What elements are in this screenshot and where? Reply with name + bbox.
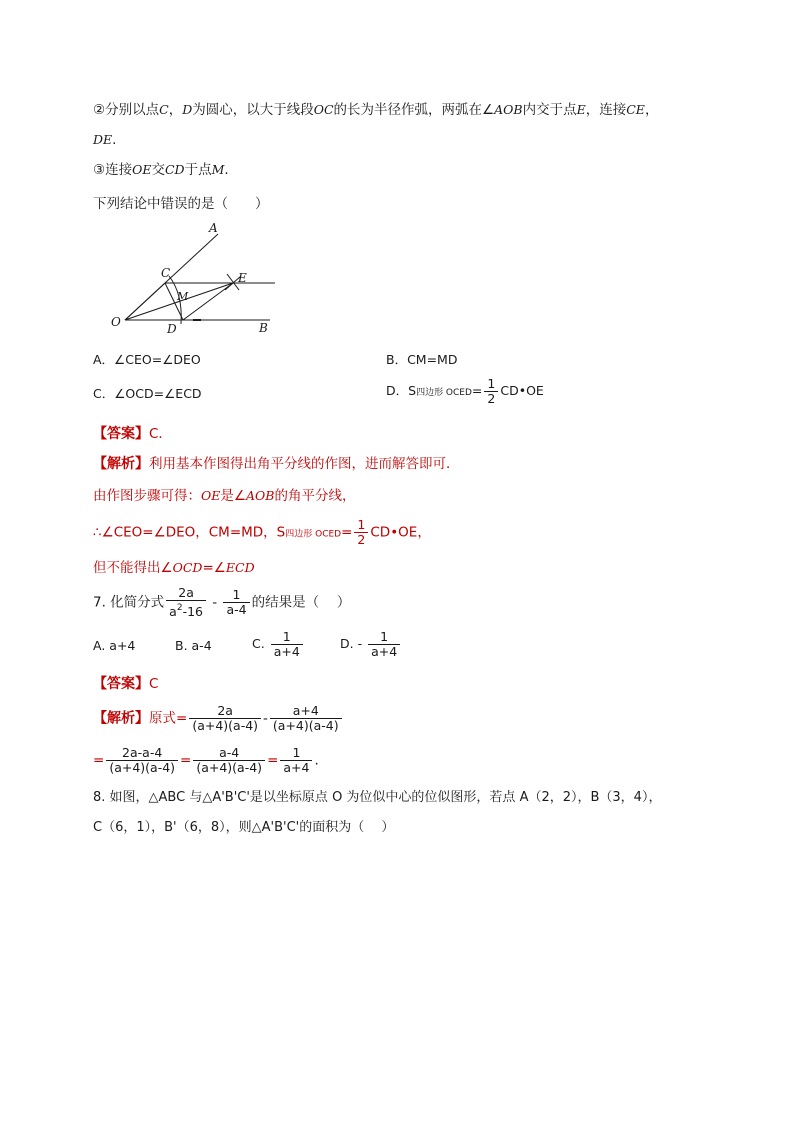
label-m: M [177,290,189,303]
denominator: a+4 [368,644,400,659]
text: a [169,604,177,619]
q6-option-c: C．∠OCD=∠ECD [93,386,202,401]
text: -16 [182,604,203,619]
point-e: E [576,102,586,117]
q6-figure [105,220,285,340]
segment-oe: OE [132,162,152,177]
numerator: a-4 [219,745,240,760]
numerator: 1 [380,629,389,644]
text: 的角平分线， [274,488,356,504]
text: 于点 [184,162,212,178]
text: =∠ [202,560,226,576]
fraction-half [354,518,368,547]
label-o: O [111,315,121,329]
denominator: 2 [354,532,368,547]
numerator: a+4 [292,703,319,718]
point-d: D [182,102,193,117]
text: . [224,162,229,178]
fraction [280,746,312,775]
denominator: 2 [484,391,498,406]
text: = [341,524,353,541]
subscript: 四边形 OCED [285,529,342,540]
fraction-2 [223,588,249,617]
q7-option-c [252,630,305,659]
text: ②分别以点 [93,102,160,118]
superscript: 2 [176,603,183,613]
line-oc2 [125,283,165,320]
fraction [270,704,342,733]
answer-value: C． [149,426,172,442]
q8-line2: C（6，1），B'（6，8），则△A'B'C'的面积为（ ） [93,820,395,835]
analysis-tag: 【解析】 [93,710,149,727]
text: ，连接 [585,102,627,118]
fraction [271,630,303,659]
answer-tag: 【答案】 [93,676,149,692]
line-de [183,283,233,320]
denominator: (a+4)(a-4) [270,718,342,733]
text: D. - [340,636,363,651]
angle-ecd: ECD [225,560,255,575]
subscript: 四边形 OCED [416,388,472,398]
angle-ocd: OCD [172,560,203,575]
denominator: a-4 [223,602,249,617]
label-a: A [209,221,218,235]
text: 的长为半径作弧，两弧在∠ [333,102,495,118]
q6-option-d [386,377,544,406]
angle-aob: AOB [245,488,275,503]
text: ， [644,102,659,118]
q7-analysis-line1 [93,704,344,733]
q6-analysis [93,454,460,474]
text: - [208,594,222,611]
q6-analysis-line3 [93,558,255,578]
q6-step3-line [93,160,229,180]
numerator: 2a [178,585,194,600]
text: . [112,132,117,148]
text: 原式= [149,710,188,727]
numerator: 1 [487,376,496,391]
text: D．S [386,383,417,398]
denominator [166,600,206,619]
numerator: 2a-a-4 [122,745,163,760]
text: 是∠ [220,488,246,504]
denominator: (a+4)(a-4) [106,760,178,775]
denominator: a+4 [271,644,303,659]
text: - [263,710,268,727]
point-m: M [211,162,225,177]
text: = [471,383,483,398]
segment-oe: OE [201,488,221,503]
text: 7. 化简分式 [93,594,165,611]
numerator: 1 [292,745,301,760]
fraction-1 [166,586,206,619]
segment-oc: OC [313,102,334,117]
fraction [368,630,400,659]
q7-stem [93,586,350,619]
q6-step2-cont [93,130,116,150]
text: 的结果是（ ） [251,594,351,611]
q6-analysis-line1 [93,486,355,506]
fraction-half [484,377,498,406]
text: 为圆心，以大于线段 [192,102,314,118]
q6-step2-line [93,100,658,120]
label-b: B [259,321,268,335]
segment-ce: CE [626,102,645,117]
denominator: a+4 [280,760,312,775]
label-d: D [167,322,177,336]
text: ③连接 [93,162,133,178]
fraction [193,746,265,775]
point-c: C [159,102,169,117]
fraction [106,746,178,775]
analysis-text: 利用基本作图得出角平分线的作图，进而解答即可． [149,456,460,472]
numerator: 1 [282,629,291,644]
numerator: 2a [217,703,233,718]
text: ， [168,102,183,118]
segment-de: DE [93,132,113,147]
text: ∴∠CEO=∠DEO，CM=MD，S [93,524,286,541]
q6-answer [93,424,172,444]
label-e: E [238,271,247,285]
text: 由作图步骤可得： [93,488,201,504]
text: 交 [151,162,165,178]
q7-option-d [340,630,402,659]
q6-question: 下列结论中错误的是（ ） [93,196,269,212]
label-c: C [161,266,171,280]
numerator: 1 [232,587,241,602]
denominator: (a+4)(a-4) [189,718,261,733]
q6-analysis-line2 [93,518,431,547]
text: C. [252,636,265,651]
text: = [180,752,192,769]
fraction [189,704,261,733]
text: CD•OE， [370,524,431,541]
answer-tag: 【答案】 [93,426,149,442]
numerator: 1 [357,517,366,532]
angle-aob: AOB [494,102,523,117]
q8-line1: 8. 如图，△ABC 与△A'B'C'是以坐标原点 O 为位似中心的位似图形，若点 A（2，2），B（3，4）， [93,790,662,805]
text: = [267,752,279,769]
segment-cd: CD [164,162,185,177]
analysis-tag: 【解析】 [93,456,149,472]
text: CD•OE [500,383,544,398]
q7-answer [93,674,158,694]
q7-option-b: B. a-4 [175,638,212,653]
q7-analysis-line2 [93,746,319,775]
q6-option-a: A．∠CEO=∠DEO [93,352,201,367]
q7-option-a: A. a+4 [93,638,136,653]
text: 内交于点 [522,102,577,118]
text: 但不能得出∠ [93,560,173,576]
text: . [314,752,319,769]
answer-value: C [149,676,159,692]
denominator: (a+4)(a-4) [193,760,265,775]
q6-option-b: B．CM=MD [386,352,458,367]
text: = [93,752,105,769]
